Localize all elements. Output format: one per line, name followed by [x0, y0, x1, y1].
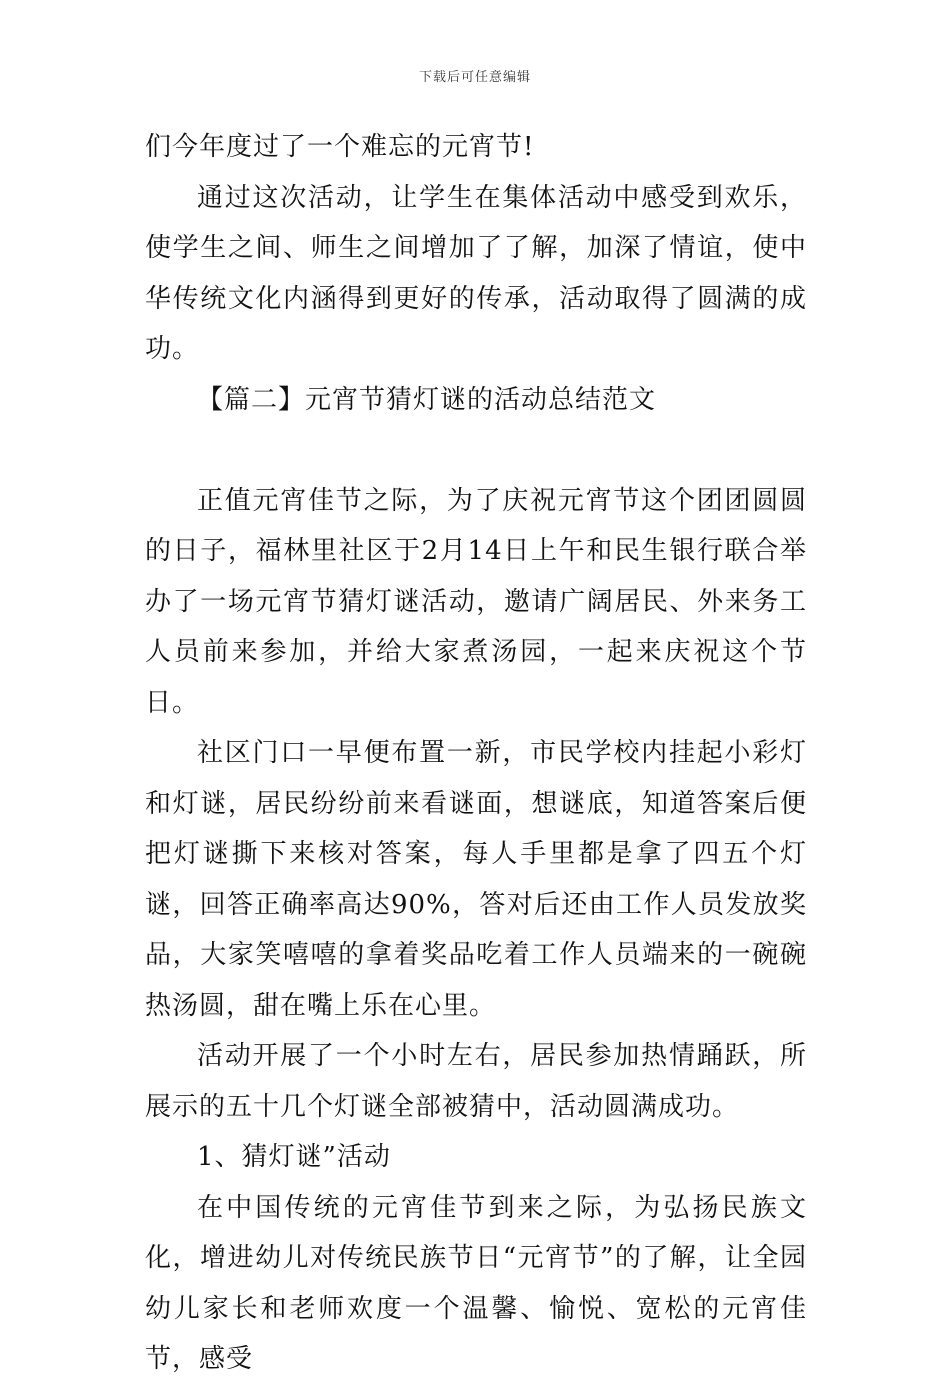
paragraph-3: 正值元宵佳节之际，为了庆祝元宵节这个团团圆圆的日子，福林里社区于2月14日上午和民生银行联合举办了一场元宵节猜灯谜活动，邀请广阔居民、外来务工人员前来参加，并给大家煮汤园，一起来庆祝这个节日。 [145, 485, 807, 718]
document-body [145, 122, 807, 1385]
paragraph-1: 们今年度过了一个难忘的元宵节! [145, 132, 535, 162]
paragraph-6: 在中国传统的元宵佳节到来之际，为弘扬民族文化，增进幼儿对传统民族节日“元宵节”的了解，让全园幼儿家长和老师欢度一个温馨、愉悦、宽松的元宵佳节，感受 [145, 1192, 807, 1374]
paragraph-4: 社区门口一早便布置一新，市民学校内挂起小彩灯和灯谜，居民纷纷前来看谜面，想谜底，知道答案后便把灯谜撕下来核对答案，每人手里都是拿了四五个灯谜，回答正确率高达90%，答对后还由工作人员发放奖品，大家笑嘻嘻的拿着奖品吃着工作人员端来的一碗碗热汤圆，甜在嘴上乐在心里。 [145, 738, 807, 1021]
blank-line [145, 425, 807, 476]
list-item-heading: 1、猜灯谜”活动 [197, 1142, 391, 1172]
paragraph-5: 活动开展了一个小时左右，居民参加热情踊跃，所展示的五十几个灯谜全部被猜中，活动圆满成功。 [145, 1041, 807, 1122]
paragraph-2: 通过这次活动，让学生在集体活动中感受到欢乐，使学生之间、师生之间增加了了解，加深了情谊，使中华传统文化内涵得到更好的传承，活动取得了圆满的成功。 [145, 182, 807, 364]
page-header: 下载后可任意编辑 [418, 70, 531, 85]
section-heading: 【篇二】元宵节猜灯谜的活动总结范文 [197, 384, 657, 415]
